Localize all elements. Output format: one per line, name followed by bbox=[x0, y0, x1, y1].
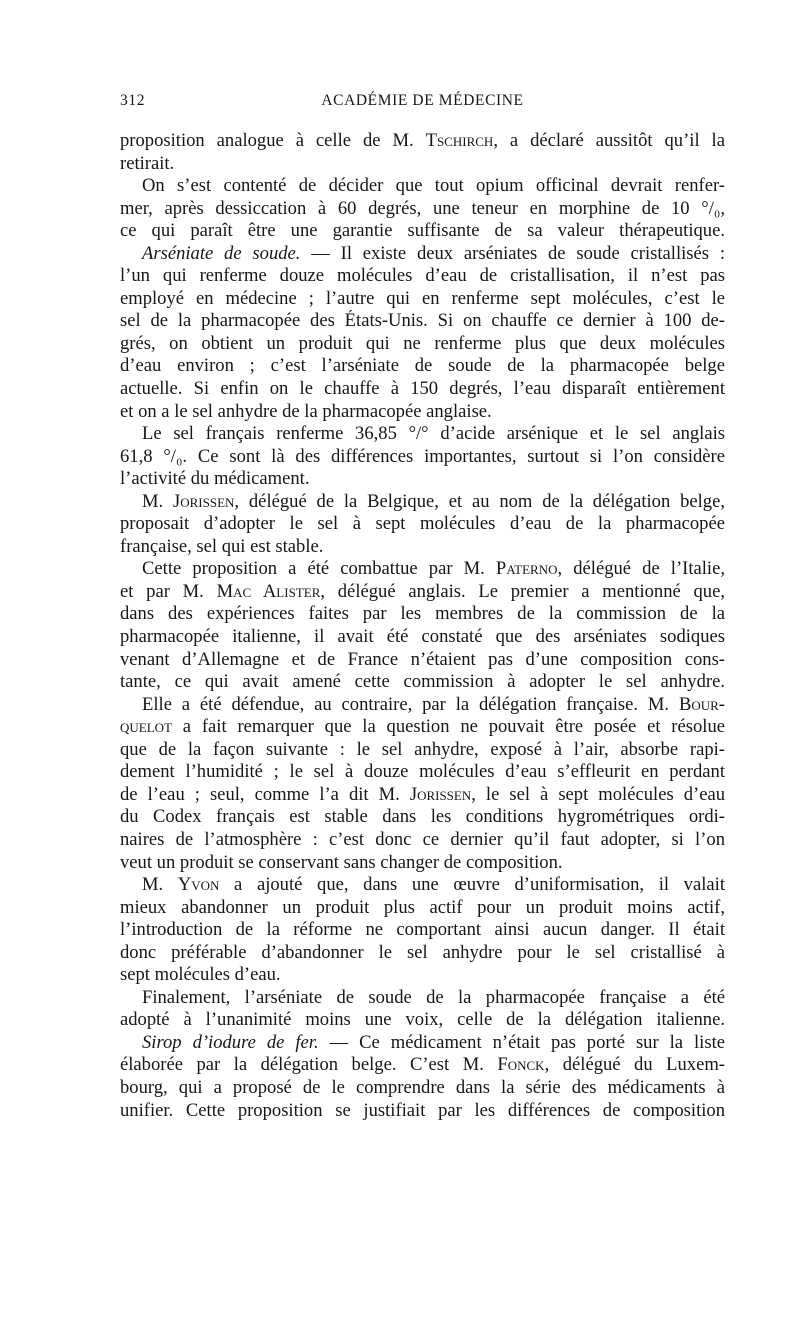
text-run: proposait d’adopter le sel à sept molécules d’eau de la pharmacopée bbox=[120, 513, 725, 535]
text-line bbox=[120, 1009, 725, 1032]
text-run: grés, on obtient un produit qui ne renferme plus que deux molécules bbox=[120, 332, 725, 354]
text-run: M. bbox=[142, 874, 178, 896]
text-run: l’un qui renferme douze molécules d’eau de cristallisation, il n’est pas bbox=[120, 265, 725, 287]
text-run: Elle a été défendue, au contraire, par la délégation française. M. bbox=[142, 693, 679, 715]
text-run: proposition analogue à celle de M. bbox=[120, 130, 426, 151]
text-line bbox=[120, 243, 725, 266]
text-line bbox=[120, 1032, 725, 1055]
text-run: unifier. Cette proposition se justifiait par les différences de composition bbox=[120, 1099, 725, 1121]
text-line bbox=[120, 153, 725, 176]
text-line bbox=[120, 310, 725, 333]
text-line bbox=[120, 1054, 725, 1077]
text-run: dans des expériences faites par les membres de la commission de la bbox=[120, 603, 725, 625]
text-run: que de la façon suivante : le sel anhydre, exposé à l’air, absorbe rapi- bbox=[120, 738, 725, 760]
page-number: 312 bbox=[120, 92, 146, 109]
text-run: Cette proposition a été combattue par M. bbox=[142, 558, 496, 580]
text-line bbox=[120, 649, 725, 672]
text-line bbox=[120, 401, 725, 424]
text-line bbox=[120, 1100, 725, 1123]
text-line bbox=[120, 446, 725, 469]
text-line bbox=[120, 829, 725, 852]
text-run: a ajouté que, dans une œuvre d’uniformisation, il valait bbox=[219, 874, 725, 896]
text-run: M. bbox=[142, 490, 173, 512]
text-run: du Codex français est stable dans les conditions hygrométriques ordi- bbox=[120, 806, 725, 828]
text-line bbox=[120, 942, 725, 965]
text-run: , délégué anglais. Le premier a mentionné que, bbox=[320, 580, 725, 602]
text-run: et par M. bbox=[120, 580, 217, 602]
small-caps-name: Bour- bbox=[678, 693, 725, 715]
text-line bbox=[120, 987, 725, 1010]
text-line bbox=[120, 964, 725, 987]
text-run: actuelle. Si enfin on le chauffe à 150 degrés, l’eau disparaît entièrement bbox=[120, 378, 725, 400]
text-line bbox=[120, 198, 725, 221]
body-text bbox=[120, 130, 725, 1122]
text-run: veut un produit se conservant sans changer de composition. bbox=[120, 851, 563, 873]
text-run: venant d’Allemagne et de France n’étaient pas d’une composition cons- bbox=[120, 648, 725, 670]
text-run: l’introduction de la réforme ne comportant ainsi aucun danger. Il était bbox=[120, 919, 725, 941]
text-run: tante, ce qui avait amené cette commission à adopter le sel anhydre. bbox=[120, 671, 725, 693]
text-line bbox=[120, 378, 725, 401]
text-run: , délégué de l’Italie, bbox=[557, 558, 725, 580]
text-run: , a déclaré aussitôt qu’il la bbox=[493, 130, 725, 151]
text-line bbox=[120, 265, 725, 288]
small-caps-name: quelot bbox=[120, 716, 172, 738]
text-line bbox=[120, 716, 725, 739]
text-run: de l’eau ; seul, comme l’a dit M. bbox=[120, 783, 410, 805]
text-run: mer, après dessiccation à 60 degrés, une teneur en morphine de 10 °/₀, bbox=[120, 197, 725, 219]
text-line bbox=[120, 626, 725, 649]
text-run: Finalement, l’arséniate de soude de la pharmacopée française a été bbox=[142, 986, 725, 1008]
text-run: d’eau environ ; c’est l’arséniate de soude de la pharmacopée belge bbox=[120, 355, 725, 377]
text-line bbox=[120, 468, 725, 491]
text-run: naires de l’atmosphère : c’est donc ce dernier qu’il faut adopter, si l’on bbox=[120, 828, 725, 850]
text-run: Le sel français renferme 36,85 °/° d’acide arsénique et le sel anglais bbox=[142, 423, 725, 445]
text-run: et on a le sel anhydre de la pharmacopée anglaise. bbox=[120, 400, 492, 422]
text-run: , le sel à sept molécules d’eau bbox=[471, 783, 725, 805]
text-line bbox=[120, 581, 725, 604]
text-line bbox=[120, 220, 725, 243]
text-line bbox=[120, 536, 725, 559]
small-caps-name: Yvon bbox=[177, 874, 220, 896]
text-line bbox=[120, 1077, 725, 1100]
running-title: ACADÉMIE DE MÉDECINE bbox=[321, 92, 524, 109]
page-header bbox=[120, 92, 725, 116]
text-run: retirait. bbox=[120, 152, 175, 174]
text-line bbox=[120, 897, 725, 920]
text-line bbox=[120, 852, 725, 875]
small-caps-name: Mac Alister bbox=[216, 580, 321, 602]
text-line bbox=[120, 874, 725, 897]
text-line bbox=[120, 603, 725, 626]
text-run: bourg, qui a proposé de le comprendre dans la série des médicaments à bbox=[120, 1076, 725, 1098]
text-line bbox=[120, 671, 725, 694]
text-line bbox=[120, 694, 725, 717]
text-line bbox=[120, 288, 725, 311]
text-run: française, sel qui est stable. bbox=[120, 535, 324, 557]
text-run: ce qui paraît être une garantie suffisante de sa valeur thérapeutique. bbox=[120, 220, 725, 242]
text-line bbox=[120, 423, 725, 446]
text-run: dement l’humidité ; le sel à douze molécules d’eau s’effleurit en perdant bbox=[120, 761, 725, 783]
text-line bbox=[120, 761, 725, 784]
text-line bbox=[120, 919, 725, 942]
text-run: — Il existe deux arséniates de soude cristallisés : bbox=[300, 242, 725, 264]
text-line bbox=[120, 333, 725, 356]
text-line bbox=[120, 130, 725, 153]
text-line bbox=[120, 739, 725, 762]
text-run: — Ce médicament n’était pas porté sur la liste bbox=[318, 1031, 725, 1053]
text-run: sel de la pharmacopée des États-Unis. Si on chauffe ce dernier à 100 de- bbox=[120, 310, 725, 332]
text-run: On s’est contenté de décider que tout opium officinal devrait renfer- bbox=[142, 175, 725, 197]
text-line bbox=[120, 175, 725, 198]
text-run: adopté à l’unanimité moins une voix, celle de la délégation italienne. bbox=[120, 1009, 725, 1031]
text-run: a fait remarquer que la question ne pouvait être posée et résolue bbox=[172, 716, 725, 738]
small-caps-name: Jorissen bbox=[173, 490, 235, 512]
text-line bbox=[120, 558, 725, 581]
text-run: élaborée par la délégation belge. C’est M. bbox=[120, 1054, 498, 1076]
text-run: mieux abandonner un produit plus actif pour un produit moins actif, bbox=[120, 896, 725, 918]
small-caps-name: Paterno bbox=[495, 558, 558, 580]
text-run: , délégué du Luxem- bbox=[544, 1054, 725, 1076]
text-line bbox=[120, 513, 725, 536]
text-line bbox=[120, 784, 725, 807]
text-line bbox=[120, 355, 725, 378]
text-line bbox=[120, 806, 725, 829]
text-run: employé en médecine ; l’autre qui en renferme sept molécules, c’est le bbox=[120, 287, 725, 309]
italic-text: Arséniate de soude. bbox=[142, 242, 301, 264]
text-run: pharmacopée italienne, il avait été constaté que des arséniates sodiques bbox=[120, 626, 725, 648]
text-run: sept molécules d’eau. bbox=[120, 964, 281, 986]
text-line bbox=[120, 491, 725, 514]
small-caps-name: Tschirch bbox=[425, 130, 494, 151]
small-caps-name: Fonck bbox=[497, 1054, 545, 1076]
text-run: 61,8 °/₀. Ce sont là des différences importantes, surtout si l’on considère bbox=[120, 445, 725, 467]
text-run: , délégué de la Belgique, et au nom de la délégation belge, bbox=[234, 490, 725, 512]
italic-text: Sirop d’iodure de fer. bbox=[142, 1031, 319, 1053]
text-run: l’activité du médicament. bbox=[120, 468, 310, 490]
small-caps-name: Jorissen bbox=[409, 783, 472, 805]
text-run: donc préférable d’abandonner le sel anhydre pour le sel cristallisé à bbox=[120, 941, 725, 963]
